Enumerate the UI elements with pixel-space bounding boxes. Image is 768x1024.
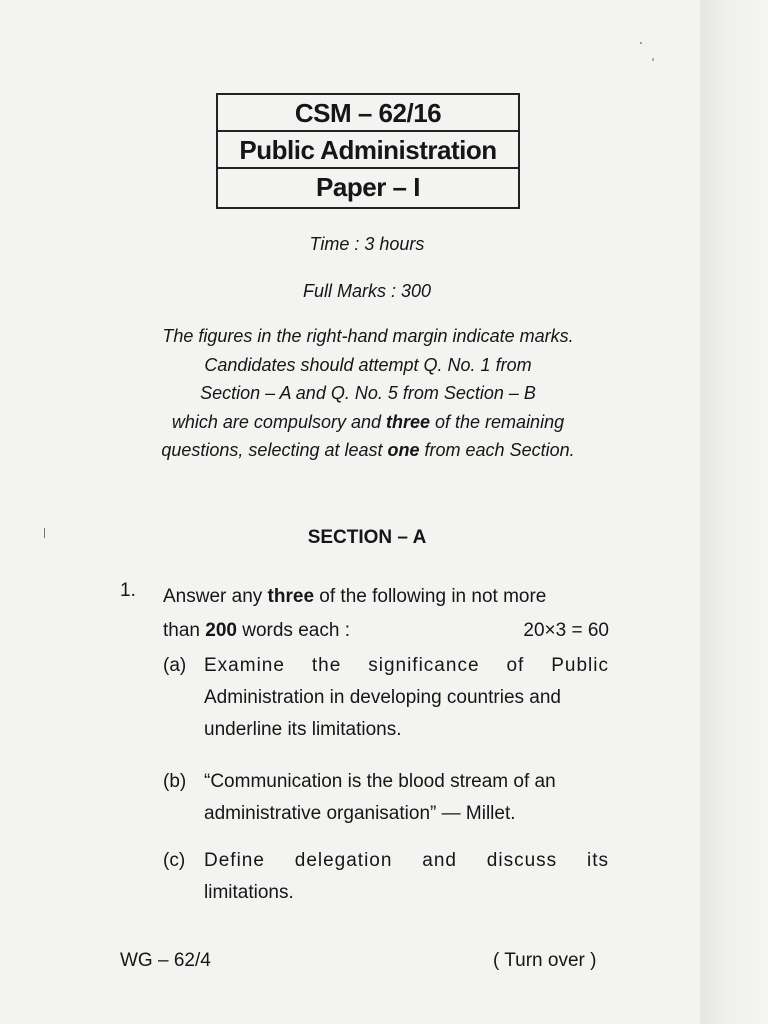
- sub-question-line: “Communication is the blood stream of an: [204, 771, 556, 792]
- instruction-emphasis: three: [386, 411, 431, 432]
- instructions: [118, 322, 618, 465]
- instruction-line: [118, 408, 618, 437]
- sub-question-line: Examine the significance of Public: [204, 655, 609, 676]
- sub-question-label: (c): [163, 850, 186, 871]
- question-text: than: [163, 620, 206, 641]
- instruction-text: which are compulsory and: [171, 411, 386, 432]
- question-line: [163, 580, 609, 614]
- sub-question-line: limitations.: [204, 882, 294, 903]
- sub-question-a: [163, 650, 609, 746]
- question-emphasis: three: [267, 586, 315, 607]
- sub-question-b: [163, 766, 609, 830]
- question-line: [163, 614, 609, 648]
- instruction-line: [118, 436, 618, 465]
- sub-question-body: [163, 766, 609, 830]
- sub-question-line: Administration in developing countries and: [204, 687, 561, 708]
- sub-question-label: (a): [163, 655, 187, 676]
- scan-edge: [700, 0, 768, 1024]
- instruction-text: from each Section.: [419, 440, 575, 460]
- instruction-emphasis: one: [387, 440, 420, 460]
- paper-code: CSM – 62/16: [218, 95, 518, 132]
- sub-question-body: [163, 650, 609, 746]
- subject-title: Public Administration: [218, 132, 518, 169]
- question-marks: 20×3 = 60: [523, 620, 609, 641]
- instruction-line: Section – A and Q. No. 5 from Section – B: [200, 383, 536, 403]
- turn-over-note: ( Turn over ): [493, 950, 597, 971]
- title-box: [216, 93, 520, 209]
- sub-question-label: (b): [163, 771, 187, 792]
- instruction-line: The figures in the right-hand margin indicate marks.: [162, 326, 574, 346]
- time-allowed: Time : 3 hours: [309, 234, 425, 254]
- sub-question-line: underline its limitations.: [204, 719, 402, 740]
- sub-question-line: Define delegation and discuss its: [204, 850, 609, 871]
- instruction-line: Candidates should attempt Q. No. 1 from: [204, 354, 532, 375]
- sub-question-c: [163, 845, 609, 909]
- instruction-text: questions, selecting at least: [161, 440, 388, 460]
- question-stem: [163, 580, 609, 648]
- question-emphasis: 200: [205, 620, 237, 641]
- sub-question-body: [163, 845, 609, 909]
- footer-code: WG – 62/4: [120, 950, 211, 971]
- question-text: of the following in not more: [314, 586, 547, 607]
- sub-question-line: administrative organisation” — Millet.: [204, 803, 516, 824]
- instruction-text: of the remaining: [430, 411, 565, 432]
- question-number: 1.: [120, 580, 136, 601]
- question-text: words each :: [236, 620, 350, 641]
- full-marks: Full Marks : 300: [302, 281, 432, 301]
- question-text: Answer any: [163, 586, 268, 607]
- section-heading: SECTION – A: [307, 527, 427, 548]
- scan-speck: [652, 58, 654, 61]
- paper-number: Paper – I: [316, 172, 420, 202]
- scan-speck: [640, 42, 642, 44]
